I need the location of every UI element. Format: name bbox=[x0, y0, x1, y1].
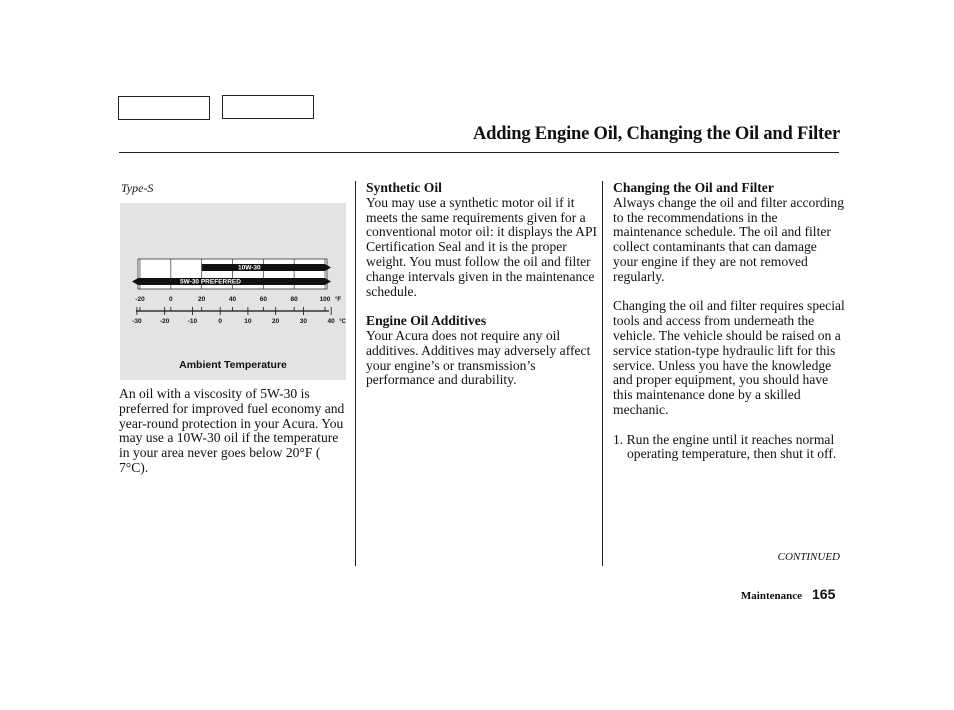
viscosity-chart-svg bbox=[120, 203, 346, 353]
celsius-tick-label: 10 bbox=[244, 318, 252, 325]
fahrenheit-tick-label: 80 bbox=[290, 296, 298, 303]
continued-label: CONTINUED bbox=[777, 551, 840, 563]
title-rule bbox=[119, 152, 839, 153]
fahrenheit-tick-label: 60 bbox=[259, 296, 267, 303]
column-right bbox=[613, 181, 845, 462]
celsius-tick-label: -30 bbox=[132, 318, 142, 325]
additives-heading: Engine Oil Additives bbox=[366, 313, 487, 329]
bar-10w-30 bbox=[202, 264, 331, 271]
fahrenheit-tick-label: 100 bbox=[319, 296, 331, 303]
celsius-tick-label: -20 bbox=[159, 318, 170, 325]
chart-caption: Ambient Temperature bbox=[179, 359, 287, 371]
column-middle bbox=[366, 181, 598, 388]
additives-text: Your Acura does not require any oil additives. Additives may adversely affect your engine’s or transmission’s performance and durability. bbox=[366, 327, 591, 388]
celsius-unit-label: °C bbox=[339, 319, 346, 325]
celsius-tick-label: 20 bbox=[272, 318, 280, 325]
bar-label: 10W-30 bbox=[238, 264, 261, 272]
celsius-tick-label: 40 bbox=[327, 318, 335, 325]
page-title: Adding Engine Oil, Changing the Oil and Filter bbox=[472, 124, 840, 144]
synthetic-oil-heading: Synthetic Oil bbox=[366, 180, 442, 195]
celsius-tick-label: -10 bbox=[187, 318, 198, 325]
type-s-label: Type-S bbox=[121, 181, 154, 195]
fahrenheit-tick-label: 20 bbox=[198, 296, 206, 303]
step-1: 1. Run the engine until it reaches normal operating temperature, then shut it off. bbox=[613, 431, 837, 462]
page-number: 165 bbox=[812, 586, 836, 602]
celsius-tick-label: 30 bbox=[299, 318, 308, 325]
nav-box-next[interactable] bbox=[222, 95, 314, 119]
column-left bbox=[119, 387, 351, 476]
fahrenheit-tick-label: 40 bbox=[228, 296, 237, 303]
changing-oil-text: Always change the oil and filter according to the recommendations in the maintenance schedule. The oil and filter collect contaminants that can damage your engine if they are not removed regularly. bbox=[613, 194, 845, 284]
fahrenheit-tick-label: 0 bbox=[169, 296, 173, 303]
celsius-tick-label: 0 bbox=[218, 318, 222, 325]
nav-box-previous[interactable] bbox=[118, 96, 210, 120]
lift-requirement-text: Changing the oil and filter requires special tools and access from underneath the vehicle. The vehicle should be raised on a service station-type hydraulic lift for this service. Unless you have the knowledge and proper equipment, you should have this maintenance done by a skilled mechanic. bbox=[613, 298, 845, 417]
fahrenheit-unit-label: °F bbox=[335, 297, 342, 303]
column-divider-2 bbox=[602, 181, 603, 566]
footer-section-name: Maintenance bbox=[740, 590, 802, 602]
fahrenheit-tick-label: -20 bbox=[135, 296, 145, 303]
synthetic-oil-text: You may use a synthetic motor oil if it meets the same requirements given for a conventional motor oil: it displays the API Certification Seal and it is the proper weight. You must follow the oil and filter change intervals given in the maintenance schedule. bbox=[366, 194, 598, 299]
bar-label: 5W-30 PREFERRED bbox=[180, 278, 241, 286]
oil-viscosity-chart bbox=[120, 203, 346, 380]
column-divider-1 bbox=[355, 181, 356, 566]
changing-oil-heading: Changing the Oil and Filter bbox=[613, 180, 774, 195]
viscosity-paragraph: An oil with a viscosity of 5W-30 is preferred for improved fuel economy and year-round protection in your Acura. You may use a 10W-30 oil if the temperature in your area never goes below 20°F ( 7°C). bbox=[119, 386, 345, 475]
